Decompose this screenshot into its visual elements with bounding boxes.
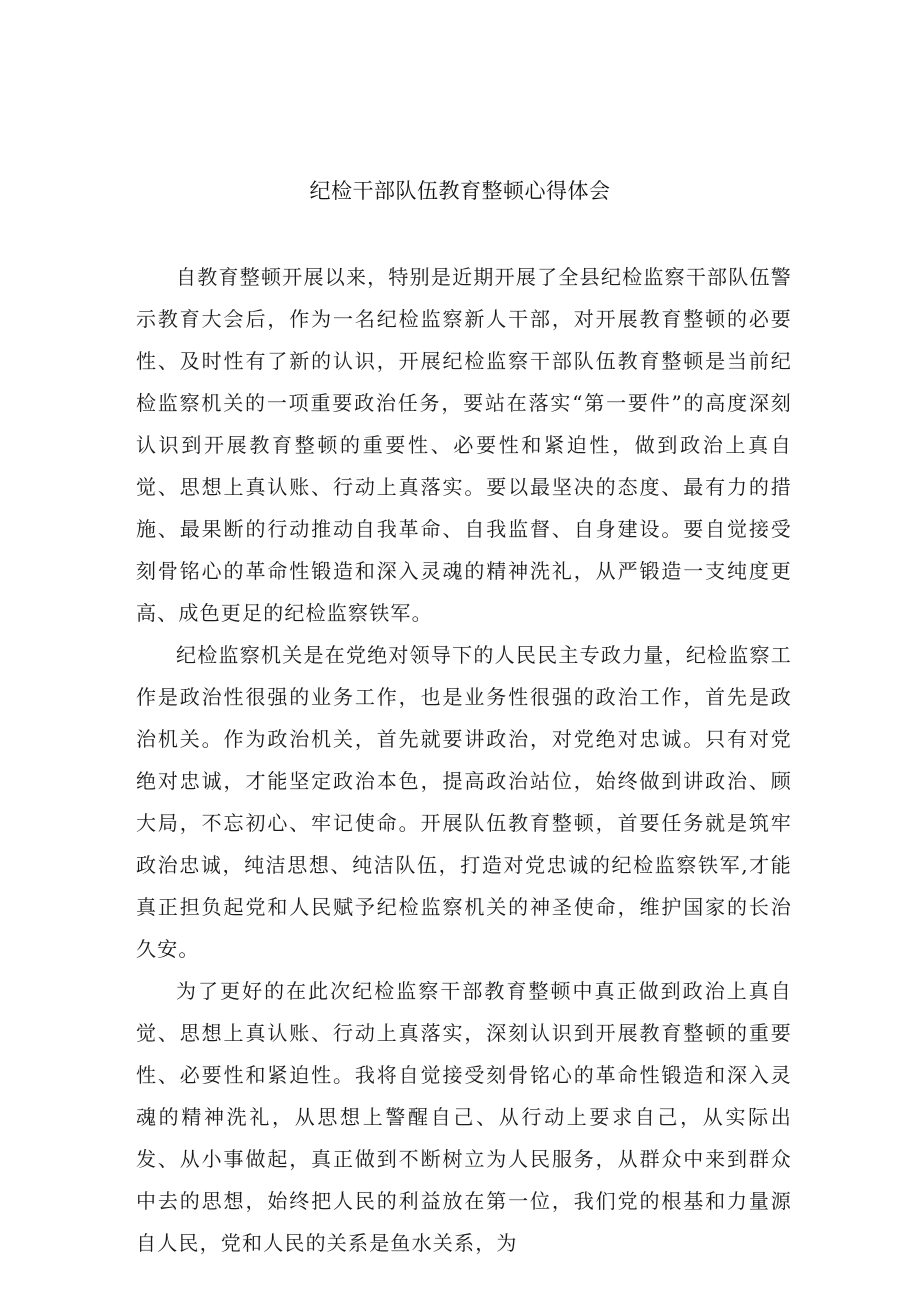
paragraph-1: 自教育整顿开展以来，特别是近期开展了全县纪检监察干部队伍警示教育大会后，作为一名纪检监察新人干部，对开展教育整顿的必要性、及时性有了新的认识，开展纪检监察干部队伍教育整顿是当前纪检监察机关的一项重要政治任务，要站在落实“第一要件”的高度深刻认识到开展教育整顿的重要性、必要性和紧迫性，做到政治上真自觉、思想上真认账、行动上真落实。要以最坚决的态度、最有力的措施、最果断的行动推动自我革命、自我监督、自身建设。要自觉接受刻骨铭心的革命性锻造和深入灵魂的精神洗礼，从严锻造一支纯度更高、成色更足的纪检监察铁军。 [136, 265, 792, 625]
document-title: 纪检干部队伍教育整顿心得体会 [309, 179, 611, 203]
document-body [136, 256, 792, 1264]
paragraph-3: 为了更好的在此次纪检监察干部教育整顿中真正做到政治上真自觉、思想上真认账、行动上真落实，深刻认识到开展教育整顿的重要性、必要性和紧迫性。我将自觉接受刻骨铭心的革命性锻造和深入灵魂的精神洗礼，从思想上警醒自己、从行动上要求自己，从实际出发、从小事做起，真正做到不断树立为人民服务，从群众中来到群众中去的思想，始终把人民的利益放在第一位，我们党的根基和力量源自人民，党和人民的关系是鱼水关系，为 [136, 979, 792, 1255]
paragraph-2: 纪检监察机关是在党绝对领导下的人民民主专政力量，纪检监察工作是政治性很强的业务工作，也是业务性很强的政治工作，首先是政治机关。作为政治机关，首先就要讲政治，对党绝对忠诚。只有对党绝对忠诚，才能坚定政治本色，提高政治站位，始终做到讲政治、顾大局，不忘初心、牢记使命。开展队伍教育整顿，首要任务就是筑牢政治忠诚，纯洁思想、纯洁队伍，打造对党忠诚的纪检监察铁军,才能真正担负起党和人民赋予纪检监察机关的神圣使命，维护国家的长治久安。 [136, 643, 792, 961]
